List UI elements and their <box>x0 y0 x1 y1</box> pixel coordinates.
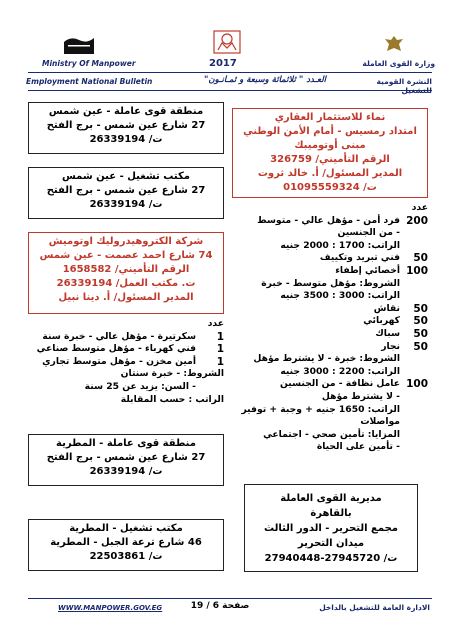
job-detail <box>232 240 428 253</box>
directorate-phone: ت/ 27945720-27940448 <box>264 553 398 564</box>
directorate-square: ميدان التحرير <box>297 538 365 549</box>
job-condition: - السن: يزيد عن 25 سنة <box>84 380 196 392</box>
office-address: 27 شارع عين شمس - برج الفتح <box>46 185 206 196</box>
company-phone: ت. مكتب العمل/ 26339194 <box>56 278 196 289</box>
right-jobs-list <box>232 202 428 454</box>
header-rule-bottom <box>28 90 432 91</box>
company-insurance-number: الرقم التأميني/ 1658582 <box>62 264 190 275</box>
job-detail <box>232 278 428 291</box>
job-count: 50 <box>413 327 428 340</box>
job-item <box>232 303 428 316</box>
company-title: شركة الكتروهيدروليك اوتوميش <box>48 236 204 247</box>
job-item <box>232 252 428 265</box>
job-text: كهربائي <box>363 315 400 327</box>
company-phone: ت/ 01095559324 <box>283 182 377 193</box>
job-text: نجار <box>381 340 400 352</box>
job-detail <box>232 404 428 417</box>
job-count: 50 <box>413 252 428 265</box>
job-text: الراتب: 2200 : 3000 جنيه <box>280 365 400 377</box>
department-name: الادارة العامة للتشغيل بالداخل <box>319 603 430 612</box>
job-text: فرد أمن - مؤهل عالي - متوسط <box>257 214 400 226</box>
website-link[interactable]: WWW.MANPOWER.GOV.EG <box>58 604 163 612</box>
job-count: 50 <box>413 340 428 353</box>
job-count <box>406 441 428 454</box>
company-manager: المدير المسئول/ أ. خالد ثروت <box>257 168 403 179</box>
office-box-matareya-region <box>28 434 224 486</box>
office-address: 27 شارع عين شمس - برج الفتح <box>46 452 206 463</box>
left-jobs-list <box>30 318 224 406</box>
job-item <box>232 265 428 278</box>
office-phone: ت/ 26339194 <box>89 466 163 477</box>
job-count <box>406 391 428 404</box>
job-text: الراتب: 1650 جنيه + وجبة + توفير <box>241 403 400 415</box>
directorate-address: مجمع التحرير - الدور الثالث <box>264 523 398 534</box>
job-item <box>232 215 428 228</box>
office-phone: ت/ 26339194 <box>89 199 163 210</box>
year: 2017 <box>209 58 237 69</box>
job-text: المزايا: تأمين صحي - اجتماعي <box>263 428 400 440</box>
job-count <box>406 290 428 303</box>
job-text: أخصائي إطفاء <box>335 264 400 276</box>
job-text: عامل نظافة - من الجنسين <box>280 378 400 390</box>
job-detail <box>232 366 428 379</box>
job-count: 100 <box>406 264 428 277</box>
job-count <box>406 227 428 240</box>
directorate-title: مديرية القوى العاملة <box>280 493 382 504</box>
ministry-name-en: Ministry Of Manpower <box>42 59 136 68</box>
job-text: الراتب: 3000 : 3500 جنيه <box>280 290 400 302</box>
job-count: 50 <box>413 315 428 328</box>
office-phone: ت/ 22503861 <box>89 551 163 562</box>
ministry-name-ar: وزارة القوى العاملة <box>362 59 435 68</box>
job-item <box>232 341 428 354</box>
office-address: 46 شارع ترعة الجبل - المطرية <box>50 537 202 548</box>
job-item <box>232 328 428 341</box>
footer-rule <box>28 598 432 599</box>
job-detail <box>232 441 428 454</box>
bulletin-logo <box>213 30 241 54</box>
company-title: نماء للاستثمار العقاري <box>274 112 386 123</box>
job-condition: الشروط: - خبرة سنتان <box>120 368 224 380</box>
job-count <box>406 429 428 442</box>
job-count <box>406 278 428 291</box>
job-count <box>406 353 428 366</box>
company-manager: المدير المسئول/ أ. دينا نبيل <box>58 292 194 303</box>
office-title: مكتب تشغيل - عين شمس <box>62 171 190 182</box>
directorate-city: بالقاهرة <box>310 508 352 519</box>
office-box-matareya-employment <box>28 519 224 571</box>
job-detail <box>232 416 428 429</box>
company-address-building: مبنى أوتوميبك <box>294 140 366 151</box>
company-box-namaa <box>232 108 428 198</box>
company-box-electrohydraulic <box>28 232 224 314</box>
header-rule-top <box>28 72 432 73</box>
job-detail <box>232 429 428 442</box>
bulletin-name-en: Employment National Bulletin <box>26 77 153 86</box>
job-text: - لا يشترط مؤهل <box>321 390 400 402</box>
job-text: مواصلات <box>360 416 400 428</box>
company-address: 74 شارع احمد عصمت - عين شمس <box>39 250 213 261</box>
job-text: نقاش <box>373 302 400 314</box>
job-text: الشروط: خبرة - لا يشترط مؤهل <box>253 353 400 365</box>
job-salary: الراتب : حسب المقابلة <box>120 393 224 405</box>
job-detail <box>232 353 428 366</box>
jobs-count-header: عدد <box>207 318 224 329</box>
company-insurance-number: الرقم التأميني/ 326759 <box>270 154 390 165</box>
job-text: - من الجنسين <box>337 227 400 239</box>
ministry-logo-left <box>62 34 96 56</box>
page-number: صفحة 6 / 19 <box>190 601 250 611</box>
job-detail <box>232 227 428 240</box>
jobs-count-header: عدد <box>411 202 428 213</box>
job-detail <box>232 290 428 303</box>
job-count: 50 <box>413 302 428 315</box>
job-item: 1 أمين مخزن - مؤهل متوسط تجاري <box>42 355 224 368</box>
job-count <box>406 404 428 417</box>
job-count <box>406 240 428 253</box>
office-box-ain-shams-employment <box>28 167 224 219</box>
bulletin-name-ar: النشرة القومية للتشغيل <box>376 77 432 95</box>
office-address: 27 شارع عين شمس - برج الفتح <box>46 120 206 131</box>
office-phone: ت/ 26339194 <box>89 134 163 145</box>
job-detail <box>232 391 428 404</box>
job-count <box>406 366 428 379</box>
job-text: فني تبريد وتكييف <box>319 252 400 264</box>
job-count <box>406 416 428 429</box>
job-item <box>232 378 428 391</box>
job-text: - تأمين على الحياة <box>316 441 400 453</box>
office-title: منطقة قوى عاملة - عين شمس <box>48 106 204 117</box>
office-title: مكتب تشغيل - المطرية <box>69 523 183 534</box>
job-count: 200 <box>406 214 428 227</box>
job-text: الشروط: مؤهل متوسط - خبرة <box>261 277 400 289</box>
job-text: سباك <box>375 327 400 339</box>
office-box-ain-shams-region <box>28 102 224 154</box>
issue-number: العـدد " ثلاثمائة وسبعة و ثمـانـون" <box>203 75 327 85</box>
egypt-eagle-emblem <box>383 34 405 54</box>
job-count: 100 <box>406 378 428 391</box>
directorate-box <box>244 484 418 572</box>
office-title: منطقة قوى عاملة - المطرية <box>56 438 196 449</box>
company-address: امتداد رمسيس - أمام الأمن الوطني <box>243 126 417 137</box>
job-item: 1 سكرتيرة - مؤهل عالي - خبرة سنة <box>42 330 224 343</box>
job-item: 1 فني كهرباء - مؤهل متوسط صناعي <box>36 343 224 356</box>
job-text: الراتب: 1700 : 2000 جنيه <box>280 239 400 251</box>
job-item <box>232 315 428 328</box>
